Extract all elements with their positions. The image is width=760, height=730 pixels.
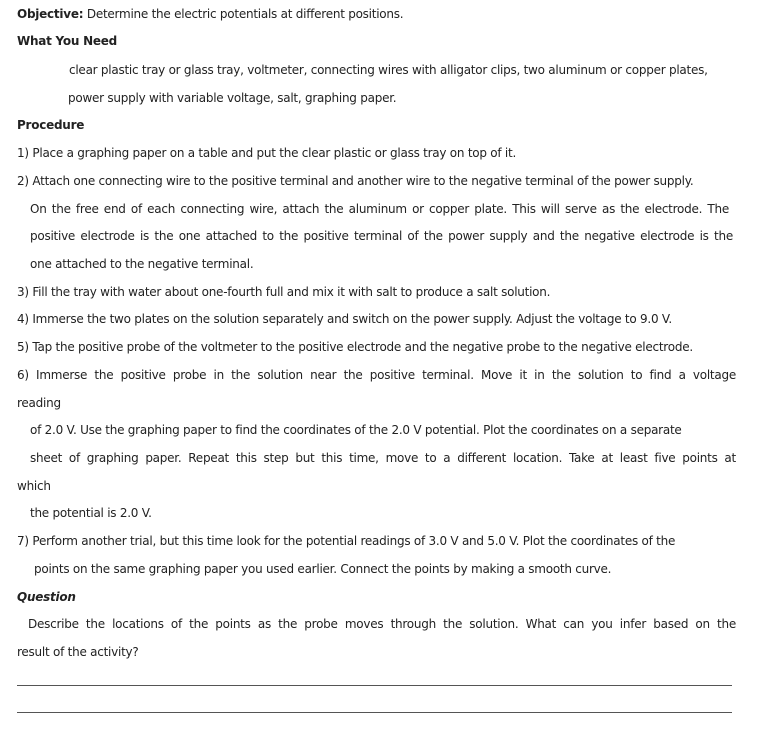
- what-you-need-heading: What You Need: [17, 34, 118, 48]
- materials-line-1: clear plastic tray or glass tray, voltmeter, connecting wires with alligator clips, two aluminum or copper plates,: [69, 63, 708, 77]
- procedure-line-9: 6) Immerse the positive probe in the solution near the positive terminal. Move it in the solution to find a voltage: [17, 368, 736, 382]
- procedure-line-2: 2) Attach one connecting wire to the positive terminal and another wire to the negative terminal of the power supply.: [17, 174, 694, 188]
- question-line-2: result of the activity?: [17, 645, 139, 659]
- procedure-line-13: which: [17, 479, 51, 493]
- procedure-line-5: one attached to the negative terminal.: [30, 257, 254, 271]
- objective-line: [17, 6, 403, 22]
- question-heading: Question: [17, 590, 76, 604]
- procedure-line-15: 7) Perform another trial, but this time look for the potential readings of 3.0 V and 5.0 V. Plot the coordinates of the: [17, 534, 676, 548]
- procedure-line-3: On the free end of each connecting wire, attach the aluminum or copper plate. This will serve as the electrode. The: [30, 202, 729, 216]
- procedure-line-11: of 2.0 V. Use the graphing paper to find the coordinates of the 2.0 V potential. Plot the coordinates on a separate: [30, 423, 682, 437]
- answer-line-2: [17, 712, 732, 713]
- procedure-line-6: 3) Fill the tray with water about one-fourth full and mix it with salt to produce a salt solution.: [17, 285, 551, 299]
- objective-text: Determine the electric potentials at different positions.: [83, 7, 404, 21]
- procedure-line-10: reading: [17, 396, 61, 410]
- procedure-line-8: 5) Tap the positive probe of the voltmeter to the positive electrode and the negative probe to the negative electrode.: [17, 340, 693, 354]
- objective-label: Objective:: [17, 7, 84, 21]
- procedure-line-7: 4) Immerse the two plates on the solution separately and switch on the power supply. Adjust the voltage to 9.0 V.: [17, 312, 672, 326]
- materials-line-2: power supply with variable voltage, salt, graphing paper.: [68, 91, 397, 105]
- answer-line-1: [17, 685, 732, 686]
- procedure-line-14: the potential is 2.0 V.: [30, 506, 152, 520]
- procedure-line-12: sheet of graphing paper. Repeat this step but this time, move to a different location. Take at least five points at: [30, 451, 736, 465]
- question-line-1: Describe the locations of the points as the probe moves through the solution. What can you infer based on the: [28, 617, 736, 631]
- procedure-line-1: 1) Place a graphing paper on a table and put the clear plastic or glass tray on top of it.: [17, 146, 517, 160]
- procedure-line-16: points on the same graphing paper you used earlier. Connect the points by making a smooth curve.: [34, 562, 612, 576]
- procedure-heading: Procedure: [17, 118, 85, 132]
- procedure-line-4: positive electrode is the one attached to the positive terminal of the power supply and the negative electrode is the: [30, 229, 733, 243]
